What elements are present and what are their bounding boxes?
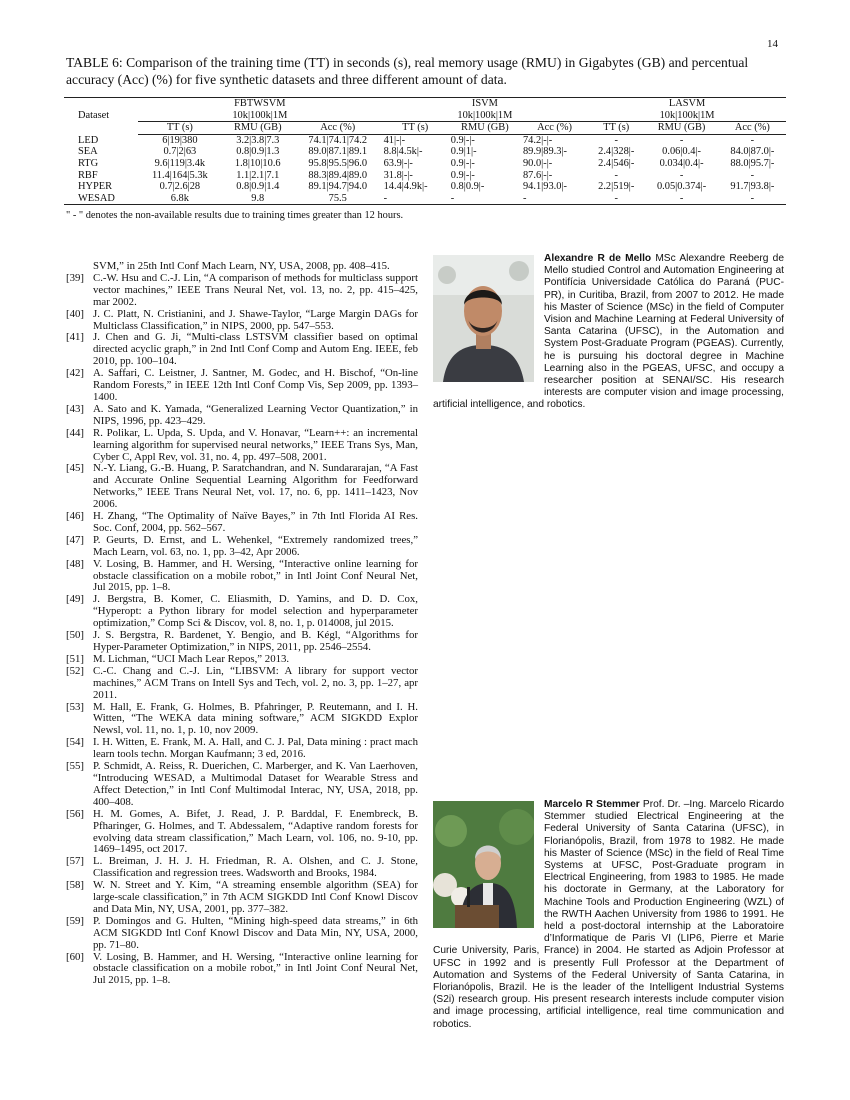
reference-text: A. Sato and K. Yamada, “Generalized Learning Vector Quantization,” in NIPS, 1996, pp. 423–429. [93,402,418,427]
results-table [64,97,786,205]
col-header: Acc (%) [521,122,588,135]
table-cell: 89.1|94.7|94.0 [308,181,368,193]
group-isvm: ISVM [382,98,589,110]
dataset-name-cell: HYPER [78,181,113,193]
reference-text: C.-C. Chang and C.-J. Lin, “LIBSVM: A library for support vector machines,” ACM Trans on Intell Sys and Tech, vol. 2, no. 3, pp. 1–27, apr 2011. [93,664,418,701]
reference-text: J. Chen and G. Ji, “Multi-class LSTSVM classifier based on optimal directed acyclic graph,” in 2nd Intl Conf Comp and Autom Eng. IEEE, feb 2010, pp. 100–104. [93,331,418,368]
bio-text: MSc Alexandre Reeberg de Mello studied Control and Automation Engineering at Pontifícia Universidade Católica do Paraná (PUC-PR), in Curitiba, Brazil, from 2007 to 2012. He made his Master of Science (MSc) in the field of Computer Vision and Machine Learning at Federal University of Santa Catarina (UFSC), in the Automation and System Post-Graduate Program (PGEAS). Currently, he is pursuing his doctoral degree in Machine Learning also in the PGEAS, UFSC, and occupy a researcher position at SENAI/SC. His research interests are computer vision and image processing, artificial intelligence, and robotics. [433,253,784,411]
col-header: TT (s) [382,122,449,135]
reference-text: R. Polikar, L. Upda, S. Upda, and V. Honavar, “Learn++: an incremental learning algorithm for supervised neural networks,” IEEE Trans Sys, Man, Cyber C, Appl Rev, vol. 31, no. 4, pp. 497–508, 2001. [93,426,418,463]
reference-text: H. Zhang, “The Optimality of Naïve Bayes,” in 7th Intl Florida AI Res. Soc. Conf, 2004, pp. 562–567. [93,510,418,534]
table-cell: 0.8|0.9|1.4 [236,181,280,193]
table-cell: 74.1|74.1|74.2 [308,134,368,146]
reference-number: [41] [66,331,84,344]
reference-text: P. Geurts, D. Ernst, and L. Wehenkel, “Extremely randomized trees,” Mach Learn, vol. 63, no. 1, pp. 3–42, Apr 2006. [93,533,418,558]
table-cell: 0.7|2|63 [163,146,197,158]
reference-text: C.-W. Hsu and C.-J. Lin, “A comparison of methods for multiclass support vector machines,” IEEE Trans Neural Net, vol. 13, no. 2, pp. 415–425, mar 2002. [93,271,418,308]
table-cell: 89.9|89.3|- [522,146,567,158]
table-cell: 63.9|-|- [383,157,413,169]
table-cell: 31.8|-|- [383,169,413,181]
table-body [64,134,786,205]
reference-number: [59] [66,914,84,927]
reference-item [66,273,418,309]
reference-number: [47] [66,533,84,546]
reference-text: V. Losing, B. Hammer, and H. Wersing, “Interactive online learning for obstacle classification on a mobile robot,” in Intl Joint Conf Neural Net, Jul 2015, pp. 1–8. [93,950,418,987]
col-header: RMU (GB) [222,122,294,135]
reference-text: P. Domingos and G. Hulten, “Mining high-speed data streams,” in 6th ACM SIGKDD Intl Conf Knowl Discov and Data Min, NY, USA, 2000, pp. 71–80. [93,914,418,951]
reference-item [66,404,418,428]
col-header: RMU (GB) [449,122,521,135]
reference-item [66,332,418,368]
group-fbtwsvm-sub: 10k|100k|1M [138,110,382,122]
table-cell: - [750,134,755,146]
dataset-name-cell: WESAD [64,193,138,205]
table-cell: - [588,193,644,205]
author-photo-mello [433,255,534,386]
reference-item [66,368,418,404]
table-cell: 1.8|10|10.6 [234,157,281,169]
table-cell: 84.0|87.0|- [730,146,775,158]
table-cell: 3.2|3.8|7.3 [236,134,280,146]
dataset-name-cell: SEA [78,146,98,158]
col-header: Acc (%) [719,122,786,135]
reference-number: [58] [66,879,84,892]
table-row [64,170,786,182]
table-cell: 11.4|164|5.3k [151,169,208,181]
reference-text: J. S. Bergstra, R. Bardenet, Y. Bengio, and B. Kégl, “Algorithms for Hyper-Parameter Optimization,” in NIPS, 2011, pp. 2546–2554. [93,629,418,653]
table-cell: 14.4|4.9k|- [383,181,428,193]
reference-text: H. M. Gomes, A. Bifet, J. Read, J. P. Barddal, F. Enembreck, B. Pfharinger, G. Holmes, and T. Abdessalem, “Adaptive random forests for evolving data stream classification,” Mach Learn, vol. 106, no. 9-10, pp. 1469–1495, oct 2017. [93,807,418,856]
portrait-image [433,801,534,928]
author-photo-stemmer [433,801,534,932]
reference-number: [45] [66,462,84,475]
col-header: RMU (GB) [644,122,718,135]
table-cell: 2.2|519|- [598,181,635,193]
reference-number: [54] [66,736,84,749]
group-lasvm: LASVM [588,98,786,110]
table-cell: - [750,169,755,181]
reference-text: W. N. Street and Y. Kim, “A streaming ensemble algorithm (SEA) for large-scale classification,” in 7th ACM SIGKDD Intl Conf Knowl Discov and Data Min, NY, USA, 2001, pp. 377–382. [93,879,418,915]
col-header: Acc (%) [294,122,382,135]
table-cell: 89.0|87.1|89.1 [308,146,368,158]
reference-number: [53] [66,700,84,713]
table-subheader-row [64,110,786,122]
group-isvm-sub: 10k|100k|1M [382,110,589,122]
dataset-name-cell: RTG [78,157,99,169]
reference-text: I. H. Witten, E. Frank, M. A. Hall, and C. J. Pal, Data mining : pract mach learn tools techn. Morgan Kaufmann; 3 ed, 2016. [93,736,418,761]
reference-text: P. Schmidt, A. Reiss, R. Duerichen, C. Marberger, and K. Van Laerhoven, “Introducing WESAD, a Multimodal Dataset for Wearable Stress and Affect Detection,” in Intl Conf Multimodal Interac, NY, USA, 2018, pp. 400–408. [93,760,418,808]
table-col-header-row [64,122,786,135]
table-cell: - [614,169,618,181]
table-header-row [64,98,786,110]
reference-item [66,916,418,952]
table-row [64,158,786,170]
reference-item [66,535,418,559]
table-cell: 0.7|2.6|28 [159,181,201,193]
reference-item [66,737,418,761]
reference-text: SVM,” in 25th Intl Conf Mach Learn, NY, USA, 2008, pp. 408–415. [93,260,390,272]
table-cell: 0.9|-|- [450,157,475,169]
reference-number: [50] [66,629,84,642]
table-cell: 0.9|1|- [450,146,477,158]
table-caption: TABLE 6: Comparison of the training time (TT) in seconds (s), real memory usage (RMU) in Gigabytes (GB) and percentual accuracy (Acc) (%) for five synthetic datasets and three different amount of data. [66,55,749,87]
reference-number: [52] [66,664,84,677]
table-note: " - " denotes the non-available results due to training times greater than 12 hours. [66,210,404,221]
reference-number: [55] [66,760,84,773]
reference-number: [44] [66,426,84,439]
group-lasvm-sub: 10k|100k|1M [588,110,786,122]
reference-number: [56] [66,807,84,820]
reference-item [66,309,418,333]
table-row [64,193,786,205]
table-cell: - [719,193,786,205]
reference-text: V. Losing, B. Hammer, and H. Wersing, “Interactive online learning for obstacle classification on a mobile robot,” in Intl Joint Conf Neural Net, Jul 2015, pp. 1–8. [93,557,418,594]
table-cell: 0.8|0.9|1.3 [236,146,280,158]
table-row [64,181,786,193]
bio-text: Prof. Dr. –Ing. Marcelo Ricardo Stemmer studied Electrical Engineering at the Federal University of Santa Catarina (UFSC), in Florianópolis, Brazil, from 1978 to 1982. He made his Master of Science (MSc) in the field of Real Time Systems at UFSC, Post-Graduate program in Electrical Engineering, from 1983 to 1985. He made his doctorate in Germany, at the Laboratory for Machine Tools and Production Engineering (WZL) of the RWTH Aachen University from 1986 to 1991. He held a post-doctoral internship at the Laboratoire d’Informatique de Paris VI (LIP6, Pierre et Marie Curie University, Paris, France) in 2004. He started as Adjoin Professor at UFSC in 1992 and is presently Full Professor at the Department of Automation and Systems of the Federal University of Santa Catarina, in Florianópolis, Brazil. He is the leader of the Intelligent Industrial Systems (S2i) research group. His present research interests include computer vision and image processing, artificial intelligence, real time communication and robotics. [433,799,784,1030]
reference-item [66,428,418,464]
col-header: TT (s) [138,122,222,135]
table-cell: 88.3|89.4|89.0 [308,169,368,181]
group-fbtwsvm: FBTWSVM [138,98,382,110]
page-number: 14 [767,38,778,50]
table-cell: 94.1|93.0|- [522,181,567,193]
reference-number: [43] [66,402,84,415]
table-cell: 75.5 [294,193,382,205]
reference-number: [57] [66,855,84,868]
dataset-name-cell: RBF [78,169,98,181]
table-cell: 74.2|-|- [522,134,553,146]
reference-number: [40] [66,307,84,320]
table-cell: - [679,134,684,146]
reference-item [66,511,418,535]
reference-number: [46] [66,510,84,523]
dataset-header: Dataset [64,98,138,135]
table-cell: 9.8 [222,193,294,205]
table-cell: - [449,193,521,205]
table-cell: 88.0|95.7|- [730,157,775,169]
reference-item [66,952,418,988]
table-row [64,146,786,158]
bio-mello [433,253,784,412]
reference-number: [42] [66,367,84,380]
references-list [66,261,418,987]
reference-item [66,880,418,916]
table-cell: 8.8|4.5k|- [383,146,423,158]
reference-number: [51] [66,652,84,665]
reference-number: [48] [66,557,84,570]
table-cell: 0.06|0.4|- [662,146,701,158]
reference-item [66,666,418,702]
table-cell: 6.8k [138,193,222,205]
table-cell: 91.7|93.8|- [730,181,775,193]
table-cell: 0.9|-|- [450,169,475,181]
bio-name: Alexandre R de Mello [544,253,652,264]
reference-text: L. Breiman, J. H. J. H. Friedman, R. A. Olshen, and C. J. Stone, Classification and regression trees. Wadsworth and Brooks, 1984. [93,855,418,880]
table-cell: 0.034|0.4|- [659,157,704,169]
table-cell: - [521,193,588,205]
table-cell: - [679,169,684,181]
reference-number: [39] [66,271,84,284]
reference-text: J. Bergstra, B. Komer, C. Eliasmith, D. Yamins, and D. D. Cox, “Hyperopt: a Python library for model selection and hyperparameter optimization,” Comp Sci & Discov, vol. 8, no. 1, p. 014008, jul 2015. [93,593,418,630]
table-cell: 6|19|380 [162,134,198,146]
table-cell: 0.8|0.9|- [450,181,485,193]
reference-item [66,856,418,880]
reference-text: J. C. Platt, N. Cristianini, and J. Shawe-Taylor, “Large Margin DAGs for Multiclass Classification,” in NIPS, 2000, pp. 547–553. [93,307,418,332]
table-cell: 90.0|-|- [522,157,553,169]
table-cell: 41|-|- [383,134,406,146]
table-cell: 0.9|-|- [450,134,475,146]
reference-text: M. Lichman, “UCI Mach Lear Repos,” 2013. [93,652,290,665]
col-header: TT (s) [588,122,644,135]
table-row [64,134,786,146]
reference-text: M. Hall, E. Frank, G. Holmes, B. Pfahringer, P. Reutemann, and I. H. Witten, “The WEKA data mining software,” ACM SIGKDD Explor Newsl, vol. 11, no. 1, p. 10, nov 2009. [93,700,418,737]
table-cell: 87.6|-|- [522,169,553,181]
table-cell: 2.4|546|- [598,157,635,169]
reference-text: N.-Y. Liang, G.-B. Huang, P. Saratchandran, and N. Sundararajan, “A Fast and Accurate Online Sequential Learning Algorithm for Feedforward Networks,” IEEE Trans Neural Net, vol. 17, no. 6, pp. 1411–1423, Nov 2006. [93,462,418,511]
table-cell: - [614,134,618,146]
table-cell: 0.05|0.374|- [656,181,707,193]
reference-item [66,559,418,595]
reference-item [66,463,418,511]
table-cell: 9.6|119|3.4k [154,157,206,169]
reference-text: A. Saffari, C. Leistner, J. Santner, M. Godec, and H. Bischof, “On-line Random Forests,” in IEEE 12th Intl Conf Comp Vis, Sep 2009, pp. 1393–1400. [93,367,418,403]
reference-item [66,809,418,857]
reference-item [66,702,418,738]
reference-number: [49] [66,593,84,606]
dataset-name-cell: LED [78,134,99,146]
reference-item [66,761,418,809]
table-cell: - [644,193,718,205]
bio-name: Marcelo R Stemmer [544,799,640,810]
table-cell: 2.4|328|- [598,146,635,158]
reference-number: [60] [66,950,84,963]
bio-stemmer [433,799,784,1031]
table-cell: - [382,193,449,205]
table-cell: 1.1|2.1|7.1 [236,169,280,181]
portrait-image [433,255,534,382]
reference-item [66,630,418,654]
reference-item [66,594,418,630]
table-cell: 95.8|95.5|96.0 [308,157,368,169]
